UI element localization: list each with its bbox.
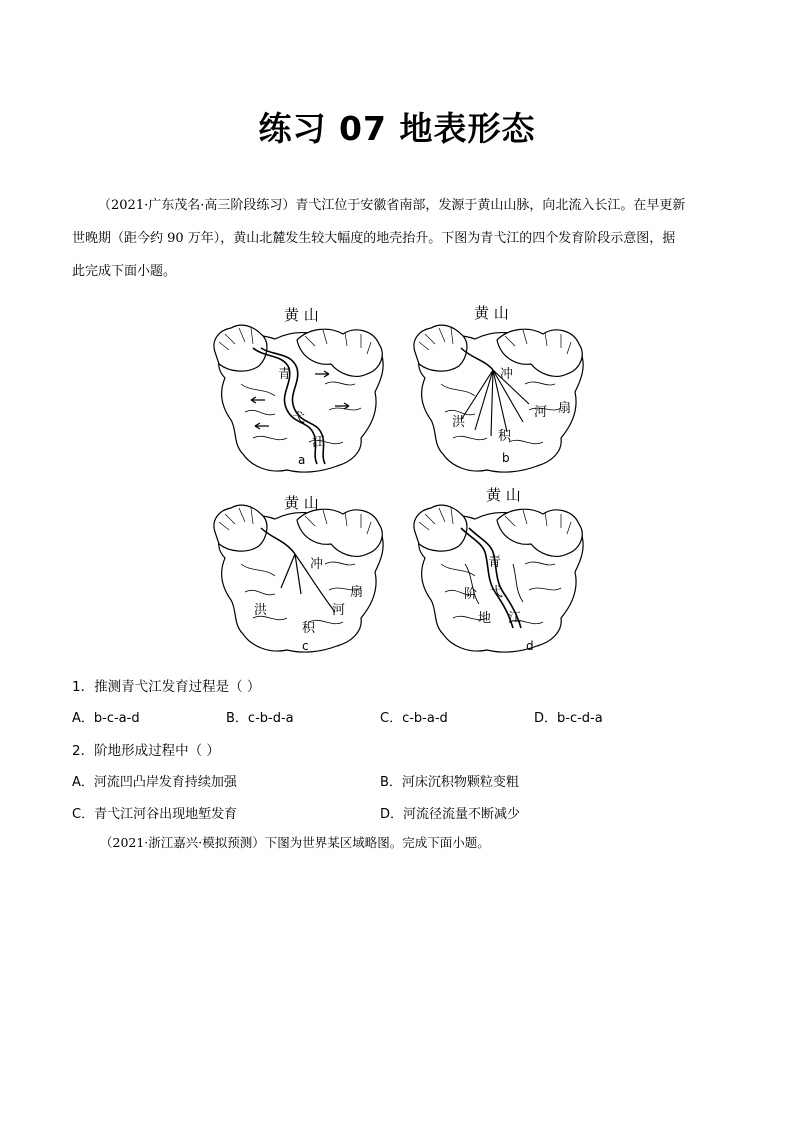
label-a-1: 青 <box>278 367 292 382</box>
label-d-4: 阶 <box>464 587 478 602</box>
panel-a <box>214 325 383 472</box>
intro-source: （2021·广东茂名·高三阶段练习） <box>98 198 296 213</box>
label-b-4: 扇 <box>558 401 572 416</box>
label-b-5: 河 <box>534 405 548 420</box>
label-c-5: 河 <box>332 603 346 618</box>
panel-b-letter: b <box>502 451 510 465</box>
question-2-option-a[interactable]: A．河流凹凸岸发育持续加强 <box>72 775 237 790</box>
label-d-1: 青 <box>488 555 502 570</box>
intro-line-2: 世晚期（距今约 90 万年），黄山北麓发生较大幅度的地壳抬升。下图为青弋江的四个发育阶段示意图，据 <box>72 231 676 246</box>
mountain-label-d: 黄 山 <box>486 486 521 504</box>
label-d-2: 弋 <box>490 585 504 600</box>
panel-d-letter: d <box>526 639 534 653</box>
panel-b <box>414 325 583 472</box>
label-c-2: 洪 <box>254 603 268 618</box>
question-1-stem: 1．推测青弋江发育过程是（ ） <box>72 679 261 695</box>
mountain-label-a: 黄 山 <box>284 306 319 324</box>
page-title: 练习 07 地表形态 <box>258 109 536 148</box>
panel-d <box>414 505 583 652</box>
label-b-3: 积 <box>498 429 512 444</box>
label-a-2: 弋 <box>292 411 306 426</box>
intro-line-3: 此完成下面小题。 <box>72 264 177 279</box>
label-b-2: 洪 <box>452 415 466 430</box>
question-1-option-c[interactable]: C．c-b-a-d <box>380 711 448 726</box>
label-d-5: 地 <box>478 611 492 626</box>
mountain-label-c: 黄 山 <box>284 494 319 512</box>
mountain-label-b: 黄 山 <box>474 304 509 322</box>
question-1-option-d[interactable]: D．b-c-d-a <box>534 711 603 726</box>
river-stage-figure <box>200 296 610 656</box>
label-c-4: 扇 <box>350 585 364 600</box>
next-question-source: （2021·浙江嘉兴·模拟预测）下图为世界某区域略图。完成下面小题。 <box>100 835 490 850</box>
intro-line-1 <box>72 189 724 222</box>
label-a-3: 江 <box>312 435 326 450</box>
question-2-option-d[interactable]: D．河流径流量不断减少 <box>380 807 521 822</box>
question-2-option-c[interactable]: C．青弋江河谷出现地堑发育 <box>72 807 238 822</box>
label-c-3: 积 <box>302 621 316 636</box>
question-2-option-b[interactable]: B．河床沉积物颗粒变粗 <box>380 775 519 790</box>
label-d-3: 江 <box>508 611 522 626</box>
label-c-1: 冲 <box>310 557 324 572</box>
question-2-stem: 2．阶地形成过程中（ ） <box>72 743 220 759</box>
panel-c <box>214 505 383 652</box>
intro-text-1: 青弋江位于安徽省南部，发源于黄山山脉，向北流入长江。在早更新 <box>295 198 686 213</box>
panel-c-letter: c <box>302 639 309 653</box>
label-b-1: 冲 <box>500 367 514 382</box>
question-1-option-a[interactable]: A．b-c-a-d <box>72 711 140 726</box>
panel-a-letter: a <box>298 453 306 467</box>
question-1-option-b[interactable]: B．c-b-d-a <box>226 711 294 726</box>
